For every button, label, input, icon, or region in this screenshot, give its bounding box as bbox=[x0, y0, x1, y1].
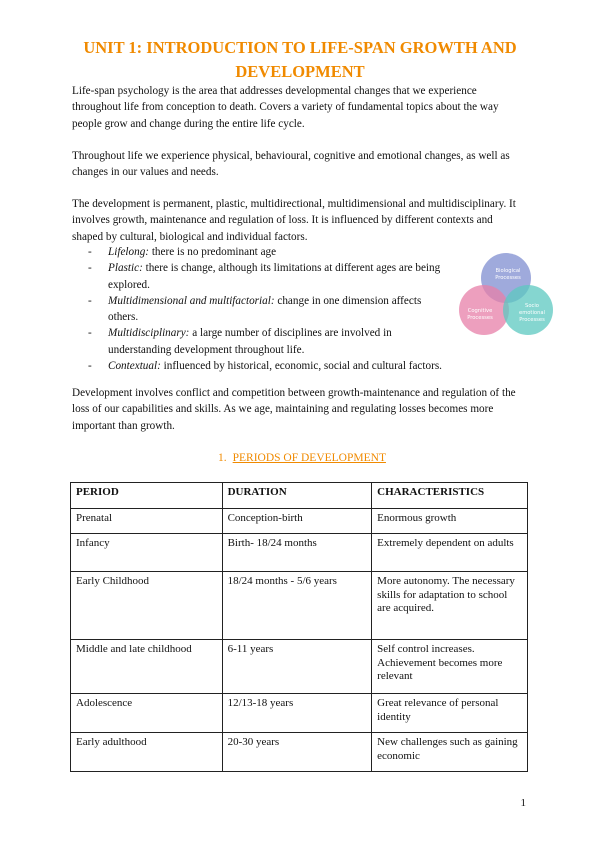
list-item-text: there is change, although its limitations at different ages are being explored. bbox=[108, 262, 441, 291]
cell-characteristics: Extremely dependent on adults bbox=[372, 534, 528, 572]
changes-paragraph: Throughout life we experience physical, behavioural, cognitive and emotional changes, as well as changes in our values and needs. bbox=[72, 150, 510, 179]
cell-characteristics: New challenges such as gaining economic bbox=[372, 733, 528, 772]
periods-table bbox=[70, 482, 528, 772]
intro-paragraph: Life-span psychology is the area that addresses developmental changes that we experience throughout life from conception to death. Covers a variety of fundamental topics about the way people grow and change during the entire life cycle. bbox=[72, 85, 499, 130]
cell-characteristics: Great relevance of personal identity bbox=[372, 694, 528, 733]
list-item-term: Plastic: bbox=[108, 262, 143, 275]
header-duration: DURATION bbox=[222, 483, 372, 509]
table-header-row bbox=[71, 483, 528, 509]
cell-period: Early Childhood bbox=[71, 572, 223, 640]
cell-duration: 18/24 months - 5/6 years bbox=[222, 572, 372, 640]
biological-label-line1: Biological bbox=[495, 268, 521, 274]
cell-period: Middle and late childhood bbox=[71, 640, 223, 694]
socio-label-line3: Processes bbox=[519, 317, 545, 323]
list-item-term: Lifelong: bbox=[108, 246, 150, 258]
list-item-term: Multidimensional and multifactorial: bbox=[108, 294, 275, 307]
table-row bbox=[71, 534, 528, 572]
list-item-term: Contextual: bbox=[108, 360, 161, 373]
list-item: - Multidimensional and multifactorial: change in one dimension affects others. bbox=[88, 294, 422, 324]
cognitive-label-line1: Cognitive bbox=[467, 308, 493, 314]
table-row bbox=[71, 509, 528, 534]
cell-characteristics: Self control increases. Achievement becomes more relevant bbox=[372, 640, 528, 694]
characteristics-list bbox=[88, 244, 508, 374]
list-item-text: change in one dimension affects others. bbox=[108, 294, 422, 324]
cell-period: Early adulthood bbox=[71, 733, 223, 772]
cell-duration: Birth- 18/24 months bbox=[222, 534, 372, 572]
list-item: - Contextual: influenced by historical, economic, social and cultural factors. bbox=[88, 360, 442, 373]
cell-period: Prenatal bbox=[71, 509, 223, 534]
conflict-paragraph: Development involves conflict and competition between growth-maintenance and regulation of the loss of our capabilities and skills. As we age, maintaining and regulating losses becomes more important than growth. bbox=[72, 387, 516, 432]
table-row bbox=[71, 733, 528, 772]
list-item: - Multidisciplinary: a large number of disciplines are involved in understanding development throughout life. bbox=[88, 327, 392, 356]
list-item-text: influenced by historical, economic, social and cultural factors. bbox=[160, 360, 442, 373]
cell-characteristics: More autonomy. The necessary skills for adaptation to school are acquired. bbox=[372, 572, 528, 640]
table-row bbox=[71, 694, 528, 733]
socio-label-line2: emotional bbox=[519, 310, 545, 316]
cell-period: Infancy bbox=[71, 534, 223, 572]
cell-duration: 6-11 years bbox=[222, 640, 372, 694]
cell-duration: 12/13-18 years bbox=[222, 694, 372, 733]
cell-characteristics: Enormous growth bbox=[372, 509, 528, 534]
header-period: PERIOD bbox=[71, 483, 223, 509]
section-title: PERIODS OF DEVELOPMENT bbox=[232, 452, 386, 464]
development-paragraph: The development is permanent, plastic, multidirectional, multidimensional and multidisciplinary. It involves growth, maintenance and regulation of loss. It is influenced by different contexts and shaped by cultural, biological and individual factors. bbox=[72, 198, 516, 243]
table-row bbox=[71, 640, 528, 694]
list-item-term: Multidisciplinary: bbox=[108, 327, 190, 340]
biological-label-line2: Processes bbox=[495, 275, 521, 281]
section-heading bbox=[218, 452, 386, 464]
section-number: 1. bbox=[218, 452, 227, 464]
page-number: 1 bbox=[520, 797, 526, 809]
table-row bbox=[71, 572, 528, 640]
cell-duration: 20-30 years bbox=[222, 733, 372, 772]
list-item: - Plastic: there is change, although its limitations at different ages are being explored. bbox=[88, 262, 441, 291]
header-characteristics: CHARACTERISTICS bbox=[372, 483, 528, 509]
cell-duration: Conception-birth bbox=[222, 509, 372, 534]
list-item-text: there is no predominant age bbox=[149, 246, 277, 258]
page-title: UNIT 1: INTRODUCTION TO LIFE-SPAN GROWTH AND DEVELOPMENT bbox=[83, 38, 517, 81]
list-item: - Lifelong: there is no predominant age bbox=[88, 246, 277, 258]
cognitive-label-line2: Processes bbox=[467, 315, 493, 321]
list-item-text: a large number of disciplines are involved in understanding development throughout life. bbox=[108, 327, 392, 356]
cell-period: Adolescence bbox=[71, 694, 223, 733]
development-processes-venn-diagram bbox=[456, 250, 556, 340]
socio-label-line1: Socio bbox=[525, 303, 539, 309]
